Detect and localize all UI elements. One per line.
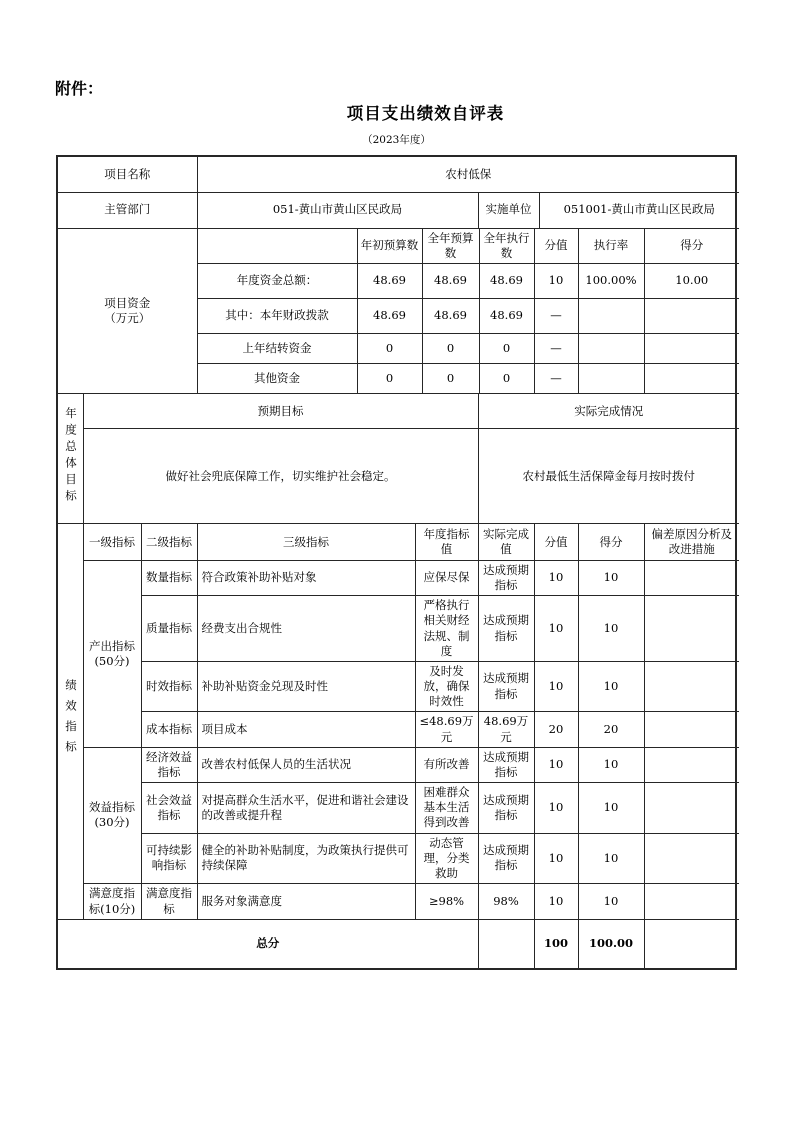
points-cell: 10 — [578, 596, 644, 662]
level1-satisfaction-indicators: 满意度指标(10分) — [83, 884, 141, 920]
actual-value-cell: 达成预期指标 — [478, 596, 534, 662]
target-value-cell: 严格执行相关财经法规、制度 — [415, 596, 478, 662]
score-cell: 10 — [534, 596, 578, 662]
funds-cell-score: — — [534, 333, 578, 363]
level2-cell: 社会效益指标 — [141, 783, 197, 834]
funds-header-empty — [197, 229, 357, 264]
page-title: 项目支出绩效自评表 — [346, 104, 505, 123]
funds-cell-score: 10 — [534, 263, 578, 298]
funds-header-points: 得分 — [644, 229, 739, 264]
funds-cell-annual: 48.69 — [422, 263, 479, 298]
funds-cell-initial: 48.69 — [357, 298, 422, 333]
total-row — [58, 920, 739, 968]
level2-cell: 可持续影响指标 — [141, 833, 197, 884]
attachment-label: 附件： — [55, 79, 104, 98]
goals-section-label — [58, 394, 83, 524]
actual-value-cell: 达成预期指标 — [478, 747, 534, 782]
points-cell: 10 — [578, 560, 644, 595]
indicators-header-level1: 一级指标 — [83, 524, 141, 560]
points-cell: 10 — [578, 747, 644, 782]
score-cell: 10 — [534, 833, 578, 884]
funds-section-label — [58, 229, 197, 394]
score-cell: 10 — [534, 661, 578, 712]
dept-label: 主管部门 — [58, 192, 197, 228]
funds-header-execution-rate: 执行率 — [578, 229, 644, 264]
indicators-header-points: 得分 — [578, 524, 644, 560]
funds-cell-points — [644, 298, 739, 333]
funds-cell-score: — — [534, 363, 578, 393]
level2-cell: 经济效益指标 — [141, 747, 197, 782]
indicator-row — [58, 884, 739, 920]
deviation-cell — [644, 884, 739, 920]
level2-cell: 质量指标 — [141, 596, 197, 662]
points-cell: 10 — [578, 833, 644, 884]
level2-cell: 成本指标 — [141, 712, 197, 747]
actual-value-cell: 达成预期指标 — [478, 661, 534, 712]
actual-value-cell: 98% — [478, 884, 534, 920]
funds-section-label-line2: （万元） — [104, 310, 151, 325]
actual-value-cell: 达成预期指标 — [478, 560, 534, 595]
funds-cell-initial: 48.69 — [357, 263, 422, 298]
level1-benefit-indicators: 效益指标(30分) — [83, 747, 141, 883]
level3-cell: 对提高群众生活水平，促进和谐社会建设的改善或提升程 — [197, 783, 415, 834]
indicators-section-label-text: 绩效指标 — [64, 678, 78, 761]
level2-cell: 满意度指标 — [141, 884, 197, 920]
funds-header-initial-budget: 年初预算数 — [357, 229, 422, 264]
funds-cell-annual: 0 — [422, 333, 479, 363]
annual-goals-table — [58, 394, 739, 525]
goals-section-label-text: 年度总体目标 — [64, 407, 78, 506]
score-cell: 10 — [534, 560, 578, 595]
deviation-cell — [644, 560, 739, 595]
indicators-header-actual: 实际完成值 — [478, 524, 534, 560]
deviation-cell — [644, 596, 739, 662]
project-name-value: 农村低保 — [197, 157, 739, 192]
page-subtitle: （2023年度） — [362, 134, 431, 146]
target-value-cell: 动态管理，分类救助 — [415, 833, 478, 884]
deviation-cell — [644, 712, 739, 747]
target-value-cell: 及时发放，确保时效性 — [415, 661, 478, 712]
funds-row-label: 其中：本年财政拨款 — [197, 298, 357, 333]
level2-cell: 时效指标 — [141, 661, 197, 712]
funds-cell-rate: 100.00% — [578, 263, 644, 298]
level3-cell: 改善农村低保人员的生活状况 — [197, 747, 415, 782]
indicators-header-level2: 二级指标 — [141, 524, 197, 560]
level3-cell: 健全的补助补贴制度，为政策执行提供可持续保障 — [197, 833, 415, 884]
dept-value: 051-黄山市黄山区民政局 — [197, 192, 478, 228]
funds-cell-annual: 0 — [422, 363, 479, 393]
funds-section-label-line1: 项目资金 — [104, 295, 151, 310]
target-value-cell: 应保尽保 — [415, 560, 478, 595]
funds-cell-points: 10.00 — [644, 263, 739, 298]
indicator-row — [58, 833, 739, 884]
indicators-section-label — [58, 524, 83, 919]
indicator-row — [58, 560, 739, 595]
funds-row-label: 其他资金 — [197, 363, 357, 393]
actual-value-cell: 达成预期指标 — [478, 783, 534, 834]
indicators-header-target: 年度指标值 — [415, 524, 478, 560]
total-label: 总分 — [58, 920, 478, 968]
funds-cell-executed: 0 — [479, 333, 534, 363]
funds-header-annual-budget: 全年预算数 — [422, 229, 479, 264]
funds-cell-rate — [578, 333, 644, 363]
funds-cell-initial: 0 — [357, 363, 422, 393]
indicator-row — [58, 747, 739, 782]
funds-cell-rate — [578, 363, 644, 393]
level3-cell: 项目成本 — [197, 712, 415, 747]
funds-cell-points — [644, 363, 739, 393]
points-cell: 10 — [578, 783, 644, 834]
indicator-row — [58, 783, 739, 834]
expected-goal-text: 做好社会兜底保障工作，切实维护社会稳定。 — [83, 429, 478, 524]
funds-table — [58, 229, 739, 394]
level3-cell: 补助补贴资金兑现及时性 — [197, 661, 415, 712]
evaluation-form-table — [56, 155, 737, 970]
level1-output-indicators: 产出指标(50分) — [83, 560, 141, 747]
total-deviation-empty — [644, 920, 739, 968]
basic-info-table — [58, 157, 739, 229]
funds-cell-initial: 0 — [357, 333, 422, 363]
indicators-table — [58, 524, 739, 967]
deviation-cell — [644, 661, 739, 712]
funds-header-score: 分值 — [534, 229, 578, 264]
actual-value-cell: 达成预期指标 — [478, 833, 534, 884]
deviation-cell — [644, 833, 739, 884]
funds-cell-executed: 48.69 — [479, 263, 534, 298]
score-cell: 10 — [534, 783, 578, 834]
indicator-row — [58, 596, 739, 662]
funds-cell-executed: 48.69 — [479, 298, 534, 333]
level3-cell: 服务对象满意度 — [197, 884, 415, 920]
target-value-cell: ≥98% — [415, 884, 478, 920]
unit-value: 051001-黄山市黄山区民政局 — [539, 192, 739, 228]
project-name-label: 项目名称 — [58, 157, 197, 192]
score-cell: 10 — [534, 747, 578, 782]
target-value-cell: ≤48.69万元 — [415, 712, 478, 747]
score-cell: 10 — [534, 884, 578, 920]
level3-cell: 符合政策补助补贴对象 — [197, 560, 415, 595]
deviation-cell — [644, 783, 739, 834]
funds-cell-rate — [578, 298, 644, 333]
funds-row-label: 年度资金总额： — [197, 263, 357, 298]
actual-goal-header: 实际完成情况 — [478, 394, 739, 429]
funds-header-executed: 全年执行数 — [479, 229, 534, 264]
total-score: 100 — [534, 920, 578, 968]
indicators-header-level3: 三级指标 — [197, 524, 415, 560]
total-points: 100.00 — [578, 920, 644, 968]
funds-cell-score: — — [534, 298, 578, 333]
indicators-header-score: 分值 — [534, 524, 578, 560]
deviation-cell — [644, 747, 739, 782]
actual-goal-text: 农村最低生活保障金每月按时拨付 — [478, 429, 739, 524]
level3-cell: 经费支出合规性 — [197, 596, 415, 662]
funds-cell-points — [644, 333, 739, 363]
unit-label: 实施单位 — [478, 192, 539, 228]
level2-cell: 数量指标 — [141, 560, 197, 595]
score-cell: 20 — [534, 712, 578, 747]
indicators-header-deviation: 偏差原因分析及改进措施 — [644, 524, 739, 560]
target-value-cell: 有所改善 — [415, 747, 478, 782]
funds-row-label: 上年结转资金 — [197, 333, 357, 363]
points-cell: 20 — [578, 712, 644, 747]
indicator-row — [58, 712, 739, 747]
funds-cell-executed: 0 — [479, 363, 534, 393]
expected-goal-header: 预期目标 — [83, 394, 478, 429]
indicator-row — [58, 661, 739, 712]
funds-cell-annual: 48.69 — [422, 298, 479, 333]
actual-value-cell: 48.69万元 — [478, 712, 534, 747]
total-actual-empty — [478, 920, 534, 968]
target-value-cell: 困难群众基本生活得到改善 — [415, 783, 478, 834]
points-cell: 10 — [578, 661, 644, 712]
points-cell: 10 — [578, 884, 644, 920]
